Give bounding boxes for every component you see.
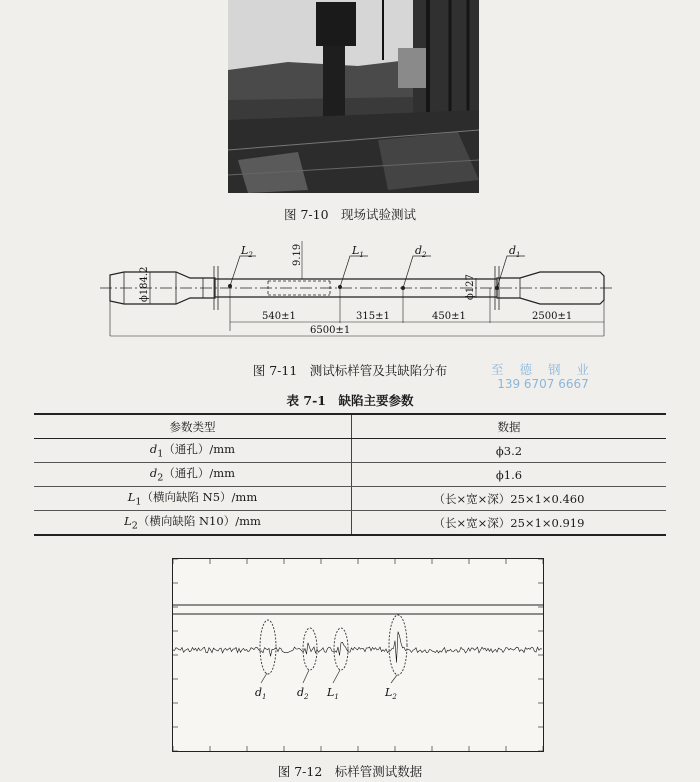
label-total-6500: 6500±1 (310, 325, 351, 336)
table-row (34, 487, 666, 511)
label-seg-540: 540±1 (262, 311, 296, 322)
header-parameter-type: 参数类型 (34, 414, 352, 439)
label-l1: $L_1$ (352, 244, 364, 259)
label-l2: $L_2$ (241, 244, 253, 259)
watermark-company: 至 德 钢 业 (491, 362, 595, 377)
label-d2: $d_2$ (415, 244, 427, 259)
param-name: $L_2$（横向缺陷 N10）/mm (34, 511, 352, 536)
figure-7-11-caption: 图 7-11 测试标样管及其缺陷分布 (252, 363, 448, 378)
table-row (34, 463, 666, 487)
chart-label-l1: $L_1$ (327, 686, 339, 701)
chart-label-l2: $L_2$ (385, 686, 397, 701)
defect-parameter-table (34, 413, 666, 536)
figure-7-10-caption: 图 7-10 现场试验测试 (283, 207, 417, 222)
label-seg-315: 315±1 (356, 311, 390, 322)
label-dia-184: ϕ184.2 (139, 266, 150, 302)
marker-l2 (389, 615, 407, 675)
param-name: $d_2$（通孔）/mm (34, 463, 352, 487)
label-depth-919: 9.19 (292, 243, 303, 266)
param-value: ϕ1.6 (352, 463, 667, 487)
signal-plot (173, 559, 543, 751)
chart-label-d1: $d_1$ (255, 686, 267, 701)
watermark (478, 362, 608, 392)
table-header-row (34, 414, 666, 439)
label-seg-450: 450±1 (432, 311, 466, 322)
label-seg-2500: 2500±1 (532, 311, 573, 322)
table-row (34, 511, 666, 536)
chart-label-d2: $d_2$ (297, 686, 309, 701)
watermark-phone: 139 6707 6667 (497, 377, 589, 391)
header-data: 数据 (352, 414, 667, 439)
field-test-photo (228, 0, 479, 193)
param-name: $L_1$（横向缺陷 N5）/mm (34, 487, 352, 511)
signal-trace (173, 632, 542, 663)
table-7-1-title: 表 7-1 缺陷主要参数 (286, 393, 414, 408)
marker-d1 (260, 620, 276, 674)
label-d1: $d_1$ (509, 244, 521, 259)
param-value: （长×宽×深）25×1×0.460 (352, 487, 667, 511)
test-signal-chart (172, 558, 544, 752)
sample-pipe-drawing (0, 236, 700, 346)
marker-l1 (334, 628, 348, 670)
table-row (34, 439, 666, 463)
param-value: （长×宽×深）25×1×0.919 (352, 511, 667, 536)
param-value: ϕ3.2 (352, 439, 667, 463)
figure-7-12-caption: 图 7-12 标样管测试数据 (277, 764, 423, 779)
label-dia-127: ϕ127 (465, 274, 476, 300)
param-name: $d_1$（通孔）/mm (34, 439, 352, 463)
